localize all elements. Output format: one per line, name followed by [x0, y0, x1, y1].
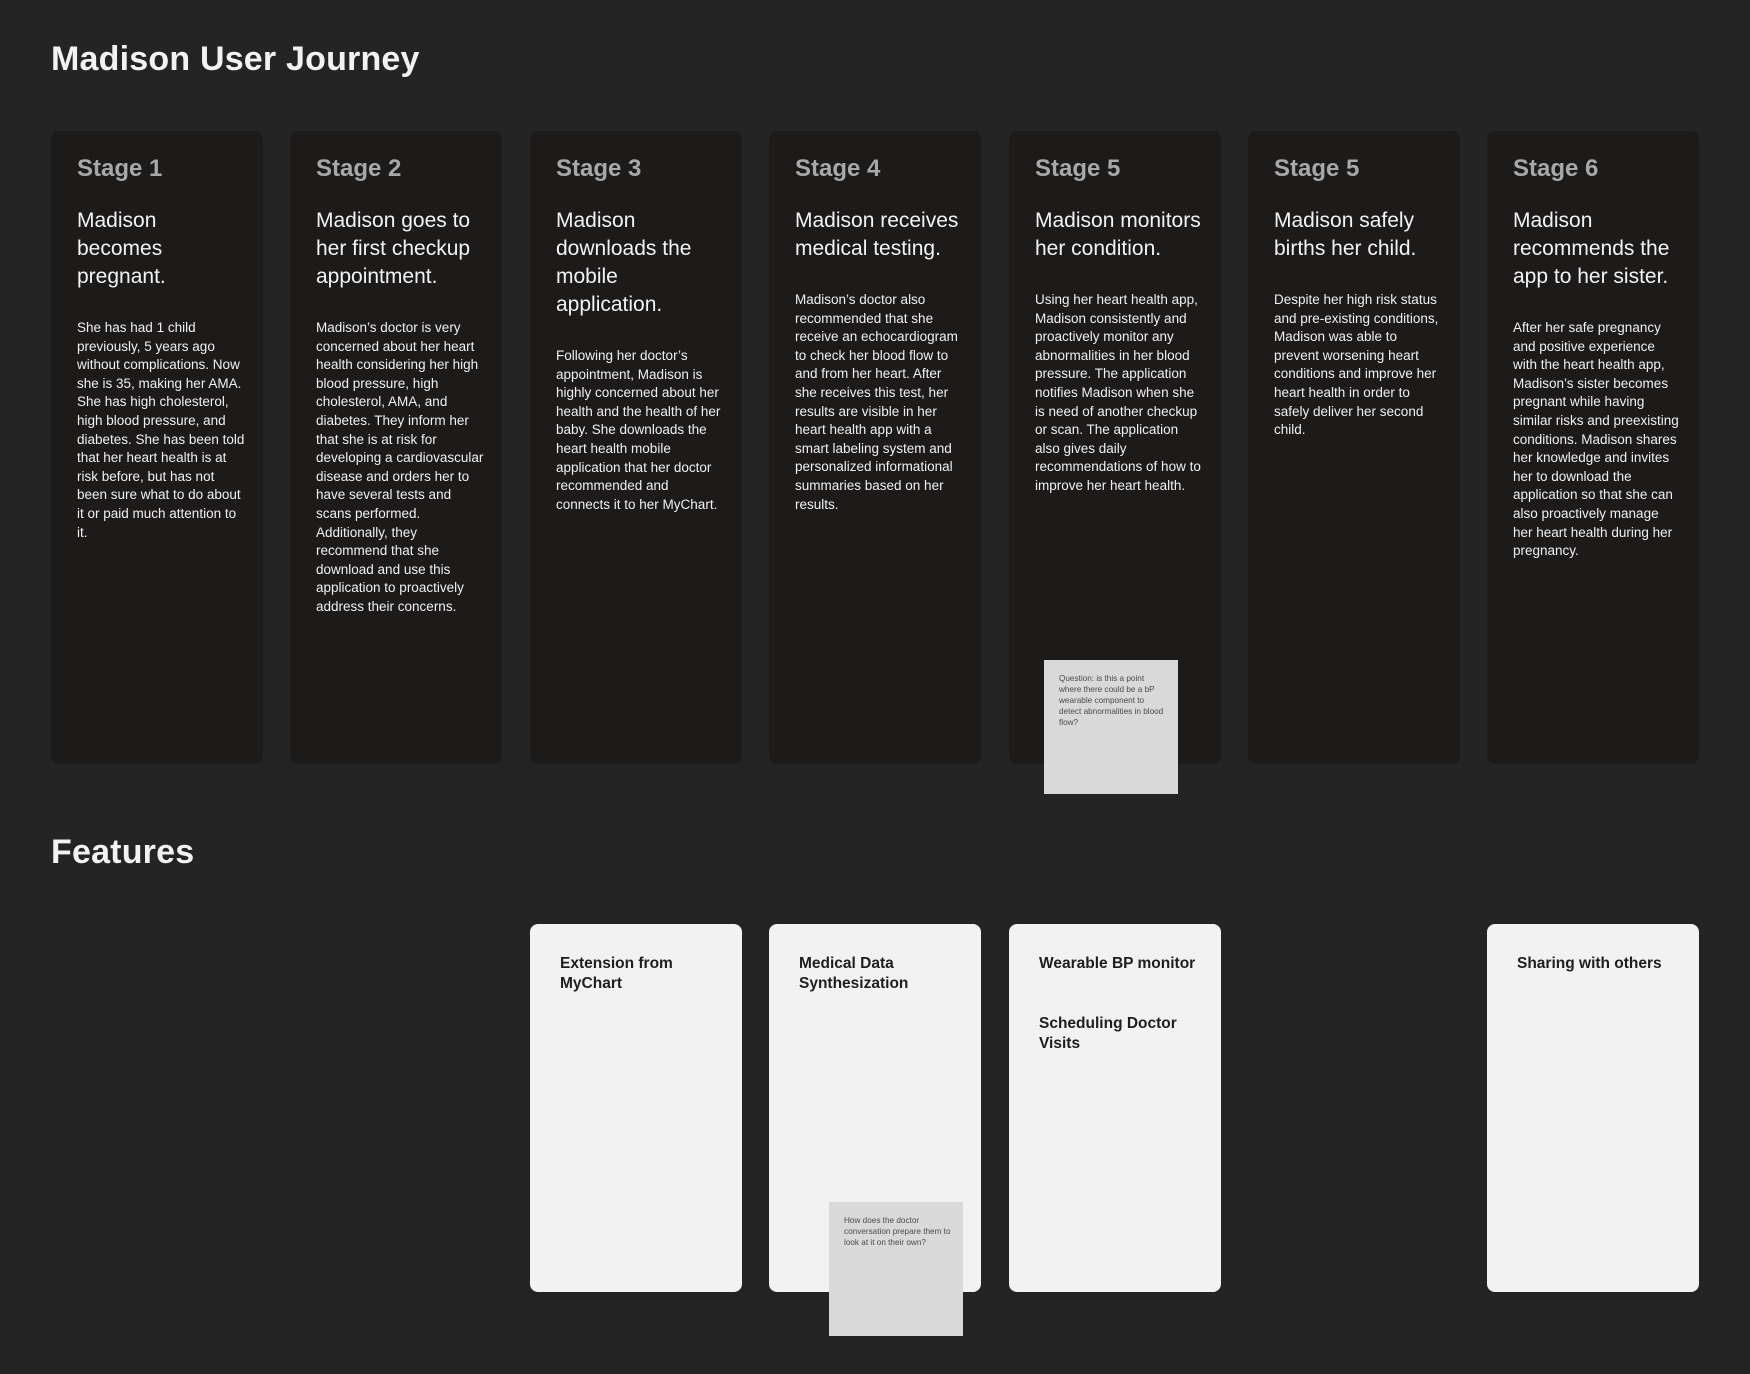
stage-label: Stage 4	[795, 155, 881, 182]
feature-item: Scheduling Doctor Visits	[1039, 1015, 1177, 1052]
feature-card-sharing[interactable]	[1487, 924, 1699, 1292]
feature-card-mychart[interactable]	[530, 924, 742, 1292]
sticky-note-stage5[interactable]: Question: is this a point where there could be a bP wearable component to detect abnormalities in blood flow?	[1044, 660, 1178, 794]
stage-label: Stage 5	[1035, 155, 1121, 182]
sticky-note-features[interactable]: How does the doctor conversation prepare them to look at it on their own?	[829, 1202, 963, 1336]
feature-item: Sharing with others	[1517, 955, 1662, 972]
stage-headline: Madison goes to her first checkup appointment.	[316, 209, 471, 288]
features-title: Features	[51, 833, 195, 871]
stage-description: She has had 1 child previously, 5 years ago without complications. Now she is 35, making her AMA. She has high cholesterol, high blood pressure, and diabetes. She has been told that her heart health is at risk before, but has not been sure what to do about it or paid much attention to it.	[77, 320, 245, 540]
stage-card-1[interactable]	[51, 131, 263, 764]
stage-description: Despite her high risk status and pre-existing conditions, Madison was able to prevent worsening heart conditions and improve her heart health in order to safely deliver her second child.	[1274, 292, 1439, 438]
stage-card-3[interactable]	[530, 131, 742, 764]
stage-card-7[interactable]	[1487, 131, 1699, 764]
stage-card-2[interactable]	[290, 131, 502, 764]
feature-item: Medical Data Synthesization	[799, 955, 909, 992]
stage-label: Stage 2	[316, 155, 402, 182]
stage-headline: Madison becomes pregnant.	[77, 209, 166, 288]
stage-description: Madison’s doctor also recommended that she receive an echocardiogram to check her blood flow to and from her heart. After she receives this test, her results are visible in her heart health app with a smart labeling system and personalized informational summaries based on her results.	[795, 292, 958, 512]
stage-headline: Madison receives medical testing.	[795, 209, 959, 260]
stage-label: Stage 3	[556, 155, 642, 182]
stage-headline: Madison monitors her condition.	[1035, 209, 1201, 260]
stage-label: Stage 6	[1513, 155, 1599, 182]
stage-headline: Madison safely births her child.	[1274, 209, 1417, 260]
stage-card-4[interactable]	[769, 131, 981, 764]
stage-label: Stage 5	[1274, 155, 1360, 182]
stage-label: Stage 1	[77, 155, 163, 182]
stage-card-6[interactable]	[1248, 131, 1460, 764]
stage-headline: Madison downloads the mobile application.	[556, 209, 692, 316]
feature-item: Extension from MyChart	[560, 955, 673, 992]
stage-description: After her safe pregnancy and positive experience with the heart health app, Madison’s sister becomes pregnant while having similar risks and preexisting conditions. Madison shares her knowledge and invites her to download the application so that she can also proactively manage her heart health during her pregnancy.	[1513, 320, 1679, 559]
stage-description: Madison’s doctor is very concerned about her heart health considering her high blood pressure, high cholesterol, AMA, and diabetes. They inform her that she is at risk for developing a cardiovascular disease and orders her to have several tests and scans performed. Additionally, they recommend that she download and use this application to proactively address their concerns.	[316, 320, 484, 614]
journey-title: Madison User Journey	[51, 40, 420, 78]
feature-card-wearable[interactable]	[1009, 924, 1221, 1292]
stage-description: Using her heart health app, Madison consistently and proactively monitor any abnormalities in her blood pressure. The application notifies Madison when she is need of another checkup or scan. The application also gives daily recommendations of how to improve her heart health.	[1035, 292, 1201, 493]
feature-item: Wearable BP monitor	[1039, 955, 1196, 972]
stage-headline: Madison recommends the app to her sister.	[1513, 209, 1670, 288]
stage-description: Following her doctor’s appointment, Madison is highly concerned about her health and the health of her baby. She downloads the heart health mobile application that her doctor recommended and connects it to her MyChart.	[556, 348, 721, 512]
